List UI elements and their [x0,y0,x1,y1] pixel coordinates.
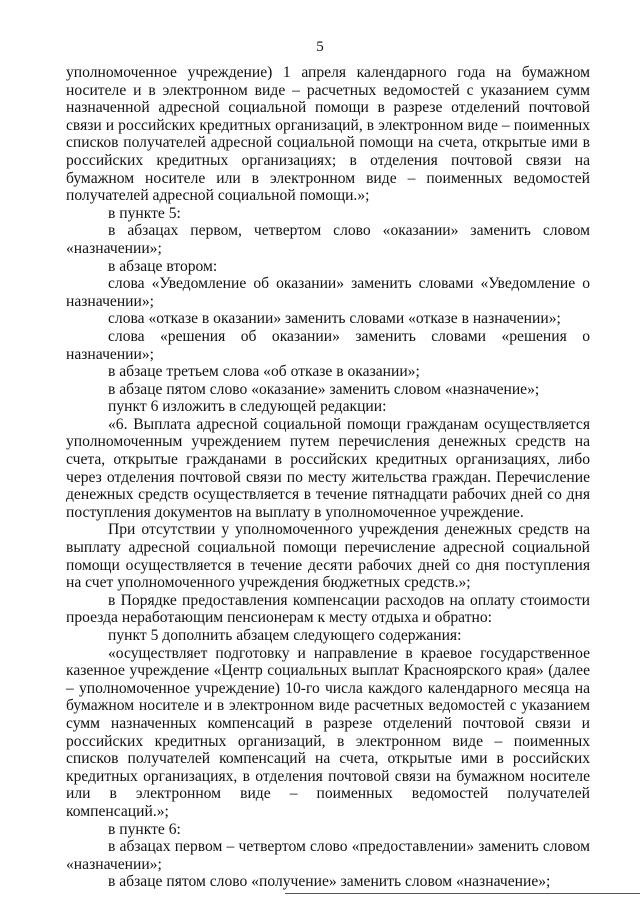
paragraph: в абзаце втором: [108,257,218,275]
document-body [66,64,590,891]
paragraph: в абзаце третьем слова «об отказе в оказании»; [108,363,420,381]
paragraph: При отсутствии у уполномоченного учреждения денежных средств на выплату адресной социальной помощи перечисление адресной социальной помощи осуществляется в течение десяти рабочих дней со дня поступления на счет уполномоченного учреждения бюджетных средств.»; [66,521,590,592]
paragraph: «6. Выплата адресной социальной помощи гражданам осуществляется уполномоченным учреждением путем перечисления денежных средств на счета, открытые гражданами в российских кредитных организациях, либо через отделения почтовой связи по месту жительства граждан. Перечисление денежных средств осуществляется в течение пятнадцати рабочих дней со дня поступления документов на выплату в уполномоченное учреждение. [66,415,590,521]
paragraph: в пункте 6: [108,820,181,838]
paragraph: слова «Уведомление об оказании» заменить словами «Уведомление о назначении»; [66,275,590,310]
paragraph: в абзацах первом – четвертом слово «предоставлении» заменить словом «назначении»; [66,838,590,873]
paragraph-continuation: уполномоченное учреждение) 1 апреля календарного года на бумажном носителе и в электронном виде – расчетных ведомостей с указанием сумм назначенной адресной социальной помощи в разрезе отделений почтовой связи и российских кредитных организаций, в электронном виде – поименных списков получателей адресной социальной помощи на счета, открытые ими в российских кредитных организациях; в отделения почтовой связи на бумажном носителе или в электронном виде – поименных ведомостей получателей адресной социальной помощи.»; [66,64,590,205]
page-number: 5 [316,39,324,55]
paragraph: в пункте 5: [108,204,181,222]
paragraph: «осуществляет подготовку и направление в краевое государственное казенное учреждение «Центр социальных выплат Красноярского края» (далее – уполномоченное учреждение) 10-го числа каждого календарного месяца на бумажном носителе и в электронном виде расчетных ведомостей с указанием сумм назначенных компенсаций в разрезе отделений почтовой связи и российских кредитных организаций, в электронном виде – поименных списков получателей компенсаций на счета, открытые ими в российских кредитных организациях, в отделения почтовой связи на бумажном носителе или в электронном виде – поименных ведомостей получателей компенсаций.»; [66,644,590,820]
paragraph: в абзацах первом, четвертом слово «оказании» заменить словом «назначении»; [66,222,590,257]
scan-edge-line [285,893,640,894]
paragraph: в абзаце пятом слово «получение» заменить словом «назначение»; [108,873,551,891]
paragraph: слова «решения об оказании» заменить словами «решения о назначении»; [66,327,590,363]
paragraph: слова «отказе в оказании» заменить словами «отказе в назначении»; [108,310,561,328]
paragraph: в Порядке предоставления компенсации расходов на оплату стоимости проезда неработающим пенсионерам к месту отдыха и обратно: [66,591,590,627]
paragraph: пункт 5 дополнить абзацем следующего содержания: [108,627,462,644]
paragraph: пункт 6 изложить в следующей редакции: [108,398,387,416]
paragraph: в абзаце пятом слово «оказание» заменить словом «назначение»; [108,380,540,398]
